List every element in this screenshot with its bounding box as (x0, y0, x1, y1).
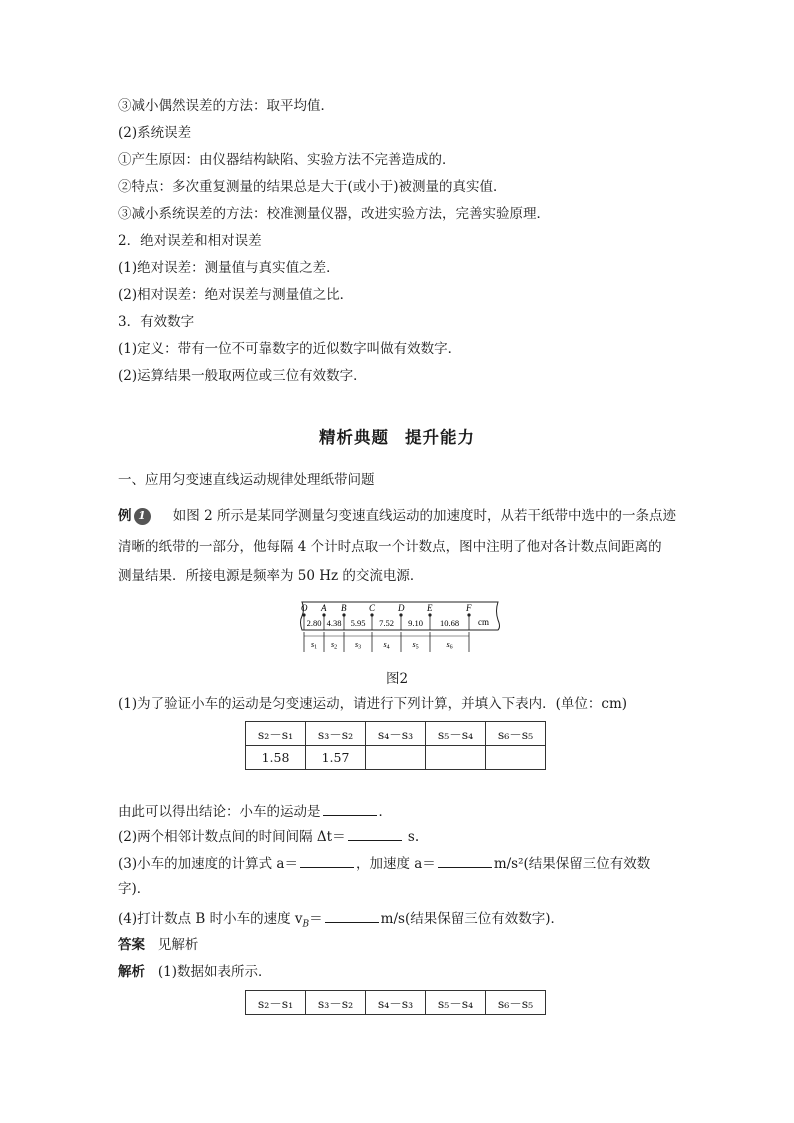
example-text-b: 清晰的纸带的一部分，他每隔 4 个计时点取一个计数点，图中注明了他对各计数点间距离的 (118, 539, 662, 555)
example-badge (118, 506, 151, 526)
figure-caption: 图2 (385, 671, 409, 687)
answer-blank (438, 853, 492, 868)
table-row (246, 991, 546, 1015)
distance-label: 2.80 (306, 618, 322, 628)
tape-segments (304, 632, 469, 652)
table-header-cell: s₄－s₃ (366, 722, 426, 746)
section-title-part2: 提升能力 (405, 428, 475, 447)
answer-blank (348, 826, 402, 841)
point-label: A (321, 603, 327, 613)
section-title-part1: 精析典题 (319, 428, 389, 447)
table-header-cell: s₆－s₅ (486, 722, 546, 746)
table-row (246, 746, 546, 770)
table-value-cell (366, 746, 426, 770)
paper-tape-figure (290, 596, 510, 660)
analysis-label: 解析 (118, 964, 145, 980)
point-label: F (466, 603, 472, 613)
distance-label: 10.68 (439, 618, 460, 628)
question-4-text-c: m/s(结果保留三位有效数字)． (380, 911, 564, 927)
distance-label: 4.38 (326, 618, 342, 628)
table-header-cell: s₂－s₁ (246, 722, 306, 746)
answer-blank (325, 908, 379, 923)
example-text-c: 测量结果．所接电源是频率为 50 Hz 的交流电源． (118, 568, 424, 584)
question-2-unit: s. (407, 829, 420, 845)
table-header-cell: s₅－s₄ (426, 991, 486, 1015)
segment-label: s3 (354, 640, 362, 651)
example-number-icon: 1 (134, 508, 151, 525)
point-label: D (398, 603, 405, 613)
segment-label: s4 (383, 640, 390, 651)
analysis-line (118, 962, 272, 982)
question-4-text-a: (4)打计数点 B 时小车的速度 v (118, 911, 303, 927)
answer-label: 答案 (118, 937, 145, 953)
segment-label: s6 (446, 640, 453, 651)
question-4 (118, 908, 564, 935)
question-3-cont: 字)． (118, 881, 151, 897)
line-systematic-error-heading: (2)系统误差 (118, 125, 192, 141)
tape-labels (301, 603, 472, 628)
segment-label: s5 (412, 640, 419, 651)
table-value-cell: 1.58 (246, 746, 306, 770)
question-4-subscript: B (302, 919, 310, 930)
question-3-text-b: ，加速度 a＝ (355, 856, 436, 872)
conclusion-end: ． (378, 804, 392, 820)
table-value-cell (486, 746, 546, 770)
distance-label: 9.10 (408, 618, 423, 628)
question-3-text-a: (3)小车的加速度的计算式 a＝ (118, 856, 298, 872)
data-table-2 (245, 990, 546, 1015)
line-systematic-feature: ②特点：多次重复测量的结果总是大于(或小于)被测量的真实值． (118, 179, 507, 195)
table-header-cell: s₃－s₂ (306, 722, 366, 746)
distance-label: 7.52 (379, 618, 394, 628)
table-header-cell: s₆－s₅ (486, 991, 546, 1015)
line-relative-error: (2)相对误差：绝对误差与测量值之比． (118, 287, 354, 303)
answer-line (118, 935, 198, 955)
question-4-equals: ＝ (309, 911, 323, 927)
point-label: O (301, 603, 308, 613)
answer-blank (323, 801, 377, 816)
line-absolute-error: (1)绝对误差：测量值与真实值之差． (118, 260, 340, 276)
line-reduce-random-error: ③减小偶然误差的方法：取平均值． (118, 98, 334, 114)
table-value-cell: 1.57 (306, 746, 366, 770)
answer-blank (300, 853, 354, 868)
question-2-text: (2)两个相邻计数点间的时间间隔 Δt＝ (118, 829, 346, 845)
line-absolute-relative-heading: 2．绝对误差和相对误差 (118, 233, 262, 249)
section-title (0, 424, 794, 448)
tape-unit-label: cm (478, 617, 489, 627)
table-header-cell: s₄－s₃ (366, 991, 426, 1015)
example-text-a: 如图 2 所示是某同学测量匀变速直线运动的加速度时，从若干纸带中选中的一条点迹 (172, 508, 676, 524)
distance-label: 5.95 (350, 618, 366, 628)
subsection-heading: 一、应用匀变速直线运动规律处理纸带问题 (118, 472, 375, 488)
question-3-text-c: m/s²(结果保留三位有效数 (493, 856, 651, 872)
example-label: 例 (118, 508, 132, 524)
table-value-cell (426, 746, 486, 770)
question-2 (118, 826, 419, 847)
table-row (246, 722, 546, 746)
answer-text: 见解析 (157, 937, 199, 953)
line-systematic-cause: ①产生原因：由仪器结构缺陷、实验方法不完善造成的． (118, 152, 456, 168)
segment-label: s1 (310, 640, 318, 651)
table-header-cell: s₂－s₁ (246, 991, 306, 1015)
line-significant-result: (2)运算结果一般取两位或三位有效数字． (118, 368, 367, 384)
segment-label: s2 (330, 640, 338, 651)
data-table-1 (245, 721, 546, 770)
question-3 (118, 853, 650, 874)
point-label: E (427, 603, 433, 613)
point-label: B (341, 603, 347, 613)
table-header-cell: s₅－s₄ (426, 722, 486, 746)
line-reduce-systematic-error: ③减小系统误差的方法：校准测量仪器，改进实验方法，完善实验原理． (118, 206, 550, 222)
line-significant-definition: (1)定义：带有一位不可靠数字的近似数字叫做有效数字． (118, 341, 462, 357)
point-label: C (369, 603, 376, 613)
line-significant-figures-heading: 3．有效数字 (118, 314, 195, 330)
example-line-1 (118, 506, 676, 526)
question-1: (1)为了验证小车的运动是匀变速运动，请进行下列计算，并填入下表内．(单位：cm) (118, 696, 628, 712)
conclusion-text: 由此可以得出结论：小车的运动是 (118, 804, 321, 820)
conclusion-line (118, 801, 392, 822)
table-header-cell: s₃－s₂ (306, 991, 366, 1015)
analysis-text: (1)数据如表所示． (157, 964, 272, 980)
